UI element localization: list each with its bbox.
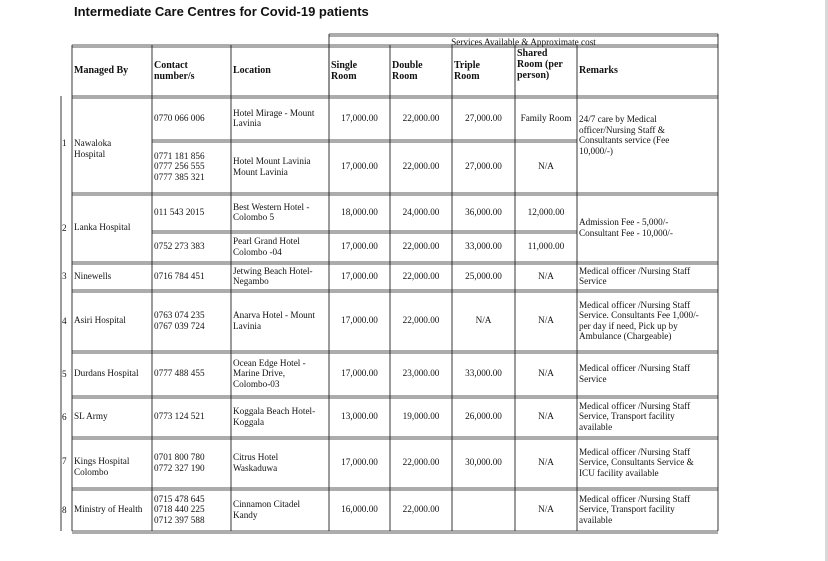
contact-number bbox=[154, 113, 205, 124]
row-number bbox=[62, 412, 67, 423]
double-room-cost bbox=[390, 457, 452, 468]
header-shared-room-line: Room (per bbox=[517, 59, 563, 70]
double-room-cost bbox=[390, 411, 452, 422]
single-room-cost bbox=[329, 457, 390, 468]
double-room-cost-line: 22,000.00 bbox=[402, 161, 440, 172]
header-single-room bbox=[331, 60, 357, 82]
triple-room-cost bbox=[452, 241, 515, 252]
single-room-cost-line: 17,000.00 bbox=[341, 457, 378, 468]
header-shared-room-line: Shared bbox=[517, 48, 548, 59]
header-managed-by-line: Managed By bbox=[74, 64, 129, 76]
single-room-cost bbox=[329, 315, 390, 326]
header-shared-room bbox=[517, 48, 563, 81]
double-room-cost bbox=[390, 368, 452, 379]
location-line: Koggala Beach Hotel- bbox=[233, 406, 316, 416]
row-number bbox=[62, 138, 67, 149]
contact-number-line: 0773 124 521 bbox=[154, 411, 205, 422]
managed-by-line: Asiri Hospital bbox=[74, 315, 126, 326]
single-room-cost bbox=[329, 207, 390, 218]
remarks-line: officer/Nursing Staff & bbox=[579, 124, 665, 135]
header-contact-line: number/s bbox=[154, 70, 195, 82]
shared-room-cost bbox=[515, 504, 577, 515]
double-room-cost bbox=[390, 113, 452, 124]
double-room-cost-line: 22,000.00 bbox=[402, 112, 440, 123]
remarks-line: Medical officer /Nursing Staff bbox=[579, 446, 691, 457]
triple-room-cost-line: N/A bbox=[475, 315, 492, 326]
shared-room-cost bbox=[515, 368, 577, 379]
remarks-line: Medical officer /Nursing Staff bbox=[579, 400, 691, 411]
row-number-line: 7 bbox=[62, 455, 67, 466]
triple-room-cost bbox=[452, 315, 515, 326]
shared-room-cost-line: N/A bbox=[538, 161, 554, 172]
location-line: Mount Lavinia bbox=[233, 166, 288, 177]
single-room-cost bbox=[329, 113, 390, 124]
contact-number-line: 0763 074 235 bbox=[154, 310, 205, 320]
single-room-cost-line: 17,000.00 bbox=[341, 315, 378, 326]
single-room-cost bbox=[329, 241, 390, 252]
managed-by-line: Durdans Hospital bbox=[74, 368, 139, 379]
remarks-line: available bbox=[579, 421, 613, 432]
double-room-cost-line: 22,000.00 bbox=[402, 315, 440, 326]
header-managed-by bbox=[74, 65, 128, 76]
remarks-line: 10,000/-) bbox=[579, 145, 613, 156]
managed-by-line: Ministry of Health bbox=[74, 504, 143, 515]
header-triple-room-line: Room bbox=[454, 70, 480, 82]
location-line: Pearl Grand Hotel bbox=[233, 236, 300, 246]
single-room-cost-line: 17,000.00 bbox=[341, 368, 378, 379]
remarks-line: 24/7 care by Medical bbox=[579, 114, 657, 124]
row-number bbox=[62, 223, 67, 234]
location bbox=[233, 406, 315, 427]
remarks-line: Service bbox=[579, 373, 607, 384]
shared-room-cost bbox=[515, 457, 577, 468]
triple-room-cost-line: 33,000.00 bbox=[465, 368, 502, 379]
contact-number bbox=[154, 494, 205, 526]
managed-by bbox=[74, 368, 139, 379]
shared-room-cost-line: N/A bbox=[538, 411, 554, 422]
managed-by-line: Nawaloka bbox=[74, 138, 112, 148]
header-single-room-line: Room bbox=[331, 70, 357, 82]
double-room-cost-line: 19,000.00 bbox=[402, 411, 440, 422]
group-header bbox=[329, 37, 718, 48]
location-line: Anarva Hotel - Mount bbox=[233, 310, 315, 320]
triple-room-cost bbox=[452, 207, 515, 218]
location bbox=[233, 499, 300, 520]
location bbox=[233, 156, 311, 177]
single-room-cost-line: 17,000.00 bbox=[341, 112, 378, 123]
remarks-line: Admission Fee - 5,000/- bbox=[579, 217, 669, 227]
single-room-cost bbox=[329, 271, 390, 282]
contact-number bbox=[154, 241, 205, 252]
triple-room-cost bbox=[452, 113, 515, 124]
contact-number-line: 0770 066 006 bbox=[154, 112, 205, 123]
shared-room-cost-line: N/A bbox=[538, 315, 554, 326]
contact-number-line: 0772 327 190 bbox=[154, 462, 205, 473]
header-shared-room-line: person) bbox=[517, 70, 550, 81]
remarks bbox=[579, 300, 699, 342]
group-header-line: Services Available & Approximate cost bbox=[451, 37, 596, 47]
remarks bbox=[579, 217, 673, 238]
remarks-line: per day if need, Pick up by bbox=[579, 320, 678, 331]
triple-room-cost-line: 33,000.00 bbox=[465, 241, 502, 252]
shared-room-cost bbox=[515, 241, 577, 252]
contact-number bbox=[154, 368, 205, 379]
contact-number-line: 0712 397 588 bbox=[154, 514, 205, 525]
remarks bbox=[579, 494, 690, 526]
location-line: Hotel Mount Lavinia bbox=[233, 156, 311, 166]
shared-room-cost-line: N/A bbox=[538, 270, 554, 281]
double-room-cost bbox=[390, 207, 452, 218]
shared-room-cost-line: N/A bbox=[538, 368, 554, 379]
triple-room-cost bbox=[452, 161, 515, 172]
contact-number-line: 0771 181 856 bbox=[154, 150, 205, 161]
row-number-line: 3 bbox=[62, 271, 67, 281]
row-number bbox=[62, 271, 67, 282]
remarks-line: Service, Transport facility bbox=[579, 504, 675, 515]
shared-room-cost bbox=[515, 161, 577, 172]
location-line: Citrus Hotel bbox=[233, 452, 279, 462]
triple-room-cost-line: 36,000.00 bbox=[465, 206, 502, 217]
triple-room-cost bbox=[452, 411, 515, 422]
triple-room-cost-line: 25,000.00 bbox=[465, 270, 502, 281]
triple-room-cost bbox=[452, 457, 515, 468]
header-location-line: Location bbox=[233, 64, 271, 76]
remarks-line: Consultant Fee - 10,000/- bbox=[579, 227, 673, 238]
triple-room-cost bbox=[452, 368, 515, 379]
location-line: Colombo 5 bbox=[233, 212, 275, 222]
triple-room-cost-line: 27,000.00 bbox=[465, 112, 502, 123]
location-line: Hotel Mirage - Mount bbox=[233, 107, 315, 118]
double-room-cost bbox=[390, 315, 452, 326]
managed-by-line: SL Army bbox=[74, 411, 108, 422]
header-remarks-line: Remarks bbox=[579, 64, 618, 76]
double-room-cost-line: 22,000.00 bbox=[402, 241, 440, 252]
remarks-line: Consultants service (Fee bbox=[579, 135, 670, 145]
single-room-cost bbox=[329, 161, 390, 172]
single-room-cost-line: 17,000.00 bbox=[341, 161, 378, 172]
double-room-cost bbox=[390, 504, 452, 515]
row-number-line: 4 bbox=[62, 315, 67, 326]
row-number-line: 5 bbox=[62, 368, 67, 379]
single-room-cost bbox=[329, 411, 390, 422]
contact-number-line: 0718 440 225 bbox=[154, 504, 205, 515]
contact-number-line: 0716 784 451 bbox=[154, 270, 205, 281]
location-line: Colombo-03 bbox=[233, 378, 280, 389]
location-line: Negambo bbox=[233, 276, 269, 286]
shared-room-cost-line: Family Room bbox=[520, 112, 572, 123]
triple-room-cost-line: 26,000.00 bbox=[465, 411, 502, 422]
remarks bbox=[579, 266, 690, 287]
remarks-line: Medical officer /Nursing Staff bbox=[579, 363, 691, 373]
double-room-cost-line: 24,000.00 bbox=[402, 206, 440, 217]
remarks-line: Service, Consultants Service & bbox=[579, 457, 694, 468]
triple-room-cost bbox=[452, 271, 515, 282]
shared-room-cost bbox=[515, 411, 577, 422]
remarks-line: Ambulance (Chargeable) bbox=[579, 331, 672, 341]
remarks-line: ICU facility available bbox=[579, 467, 659, 478]
double-room-cost bbox=[390, 271, 452, 282]
managed-by-line: Ninewells bbox=[74, 270, 112, 281]
location bbox=[233, 236, 300, 257]
shared-room-cost bbox=[515, 207, 577, 218]
row-number-line: 6 bbox=[62, 411, 67, 422]
row-number bbox=[62, 456, 67, 467]
single-room-cost-line: 17,000.00 bbox=[341, 270, 378, 281]
header-single-room-line: Single bbox=[331, 59, 358, 71]
row-number bbox=[62, 316, 67, 327]
location-line: Lavinia bbox=[233, 118, 262, 128]
shared-room-cost bbox=[515, 271, 577, 282]
remarks bbox=[579, 114, 669, 156]
row-number bbox=[62, 505, 67, 516]
triple-room-cost-line: 30,000.00 bbox=[465, 457, 502, 468]
contact-number-line: 0777 488 455 bbox=[154, 368, 205, 379]
header-contact-line: Contact bbox=[154, 59, 188, 71]
location bbox=[233, 358, 306, 390]
location bbox=[233, 108, 314, 129]
header-triple-room-line: Triple bbox=[454, 59, 480, 71]
single-room-cost-line: 13,000.00 bbox=[341, 411, 378, 422]
location-line: Kandy bbox=[233, 509, 258, 520]
location-line: Waskaduwa bbox=[233, 462, 278, 473]
location-line: Koggala bbox=[233, 416, 265, 427]
page-title: Intermediate Care Centres for Covid-19 patients bbox=[74, 4, 369, 19]
shared-room-cost-line: 12,000.00 bbox=[527, 206, 565, 217]
contact-number-line: 0701 800 780 bbox=[154, 452, 205, 462]
remarks-line: Medical officer /Nursing Staff bbox=[579, 299, 691, 310]
shared-room-cost bbox=[515, 315, 577, 326]
location bbox=[233, 310, 315, 331]
header-double-room-line: Double bbox=[392, 59, 423, 71]
double-room-cost bbox=[390, 161, 452, 172]
location-line: Ocean Edge Hotel - bbox=[233, 357, 306, 368]
single-room-cost-line: 17,000.00 bbox=[341, 241, 378, 252]
location bbox=[233, 266, 313, 287]
remarks-line: Medical officer /Nursing Staff bbox=[579, 265, 691, 276]
contact-number bbox=[154, 207, 204, 218]
contact-number-line: 0767 039 724 bbox=[154, 320, 205, 331]
contact-number bbox=[154, 310, 205, 331]
managed-by bbox=[74, 411, 108, 422]
location-line: Cinnamon Citadel bbox=[233, 499, 301, 509]
single-room-cost bbox=[329, 504, 390, 515]
contact-number-line: 011 543 2015 bbox=[154, 206, 205, 217]
managed-by bbox=[74, 504, 142, 515]
remarks-line: available bbox=[579, 514, 613, 525]
location-line: Marine Drive, bbox=[233, 368, 286, 379]
location bbox=[233, 452, 278, 473]
row-number-line: 1 bbox=[62, 137, 67, 148]
managed-by bbox=[74, 315, 126, 326]
header-remarks bbox=[579, 65, 618, 76]
contact-number-line: 0777 256 555 bbox=[154, 161, 205, 172]
remarks bbox=[579, 447, 694, 479]
single-room-cost-line: 16,000.00 bbox=[341, 504, 378, 515]
remarks-line: Service. Consultants Fee 1,000/- bbox=[579, 310, 699, 320]
contact-number bbox=[154, 151, 205, 183]
managed-by bbox=[74, 271, 111, 282]
location bbox=[233, 202, 309, 223]
shared-room-cost-line: N/A bbox=[538, 457, 554, 468]
double-room-cost-line: 22,000.00 bbox=[402, 457, 440, 468]
row-number-line: 8 bbox=[62, 504, 67, 515]
double-room-cost-line: 22,000.00 bbox=[402, 504, 440, 515]
remarks-line: Service, Transport facility bbox=[579, 411, 675, 422]
contact-number-line: 0715 478 645 bbox=[154, 493, 205, 504]
header-double-room-line: Room bbox=[392, 70, 418, 82]
contact-number bbox=[154, 271, 205, 282]
double-room-cost bbox=[390, 241, 452, 252]
header-location bbox=[233, 65, 271, 76]
location-line: Best Western Hotel - bbox=[233, 201, 310, 212]
header-contact bbox=[154, 60, 195, 82]
managed-by-line: Colombo bbox=[74, 466, 109, 477]
remarks-line: Service bbox=[579, 276, 607, 286]
managed-by-line: Lanka Hospital bbox=[74, 222, 131, 233]
remarks bbox=[579, 363, 690, 384]
managed-by bbox=[74, 456, 129, 477]
header-double-room bbox=[392, 60, 423, 82]
row-number bbox=[62, 369, 67, 380]
managed-by bbox=[74, 222, 130, 233]
location-line: Lavinia bbox=[233, 320, 262, 331]
double-room-cost-line: 22,000.00 bbox=[402, 270, 440, 281]
contact-number bbox=[154, 452, 205, 473]
shared-room-cost bbox=[515, 113, 577, 124]
remarks bbox=[579, 401, 690, 433]
shared-room-cost-line: N/A bbox=[538, 504, 554, 515]
row-number-line: 2 bbox=[62, 222, 67, 233]
contact-number-line: 0777 385 321 bbox=[154, 171, 205, 182]
contact-number-line: 0752 273 383 bbox=[154, 241, 205, 252]
managed-by-line: Kings Hospital bbox=[74, 456, 130, 466]
header-triple-room bbox=[454, 60, 480, 82]
managed-by bbox=[74, 138, 111, 159]
single-room-cost bbox=[329, 368, 390, 379]
double-room-cost-line: 23,000.00 bbox=[402, 368, 440, 379]
location-line: Jetwing Beach Hotel- bbox=[233, 265, 313, 276]
location-line: Colombo -04 bbox=[233, 246, 282, 257]
contact-number bbox=[154, 411, 205, 422]
managed-by-line: Hospital bbox=[74, 148, 106, 159]
remarks-line: Medical officer /Nursing Staff bbox=[579, 493, 691, 504]
shared-room-cost-line: 11,000.00 bbox=[527, 241, 565, 252]
triple-room-cost-line: 27,000.00 bbox=[465, 161, 502, 172]
single-room-cost-line: 18,000.00 bbox=[341, 206, 378, 217]
